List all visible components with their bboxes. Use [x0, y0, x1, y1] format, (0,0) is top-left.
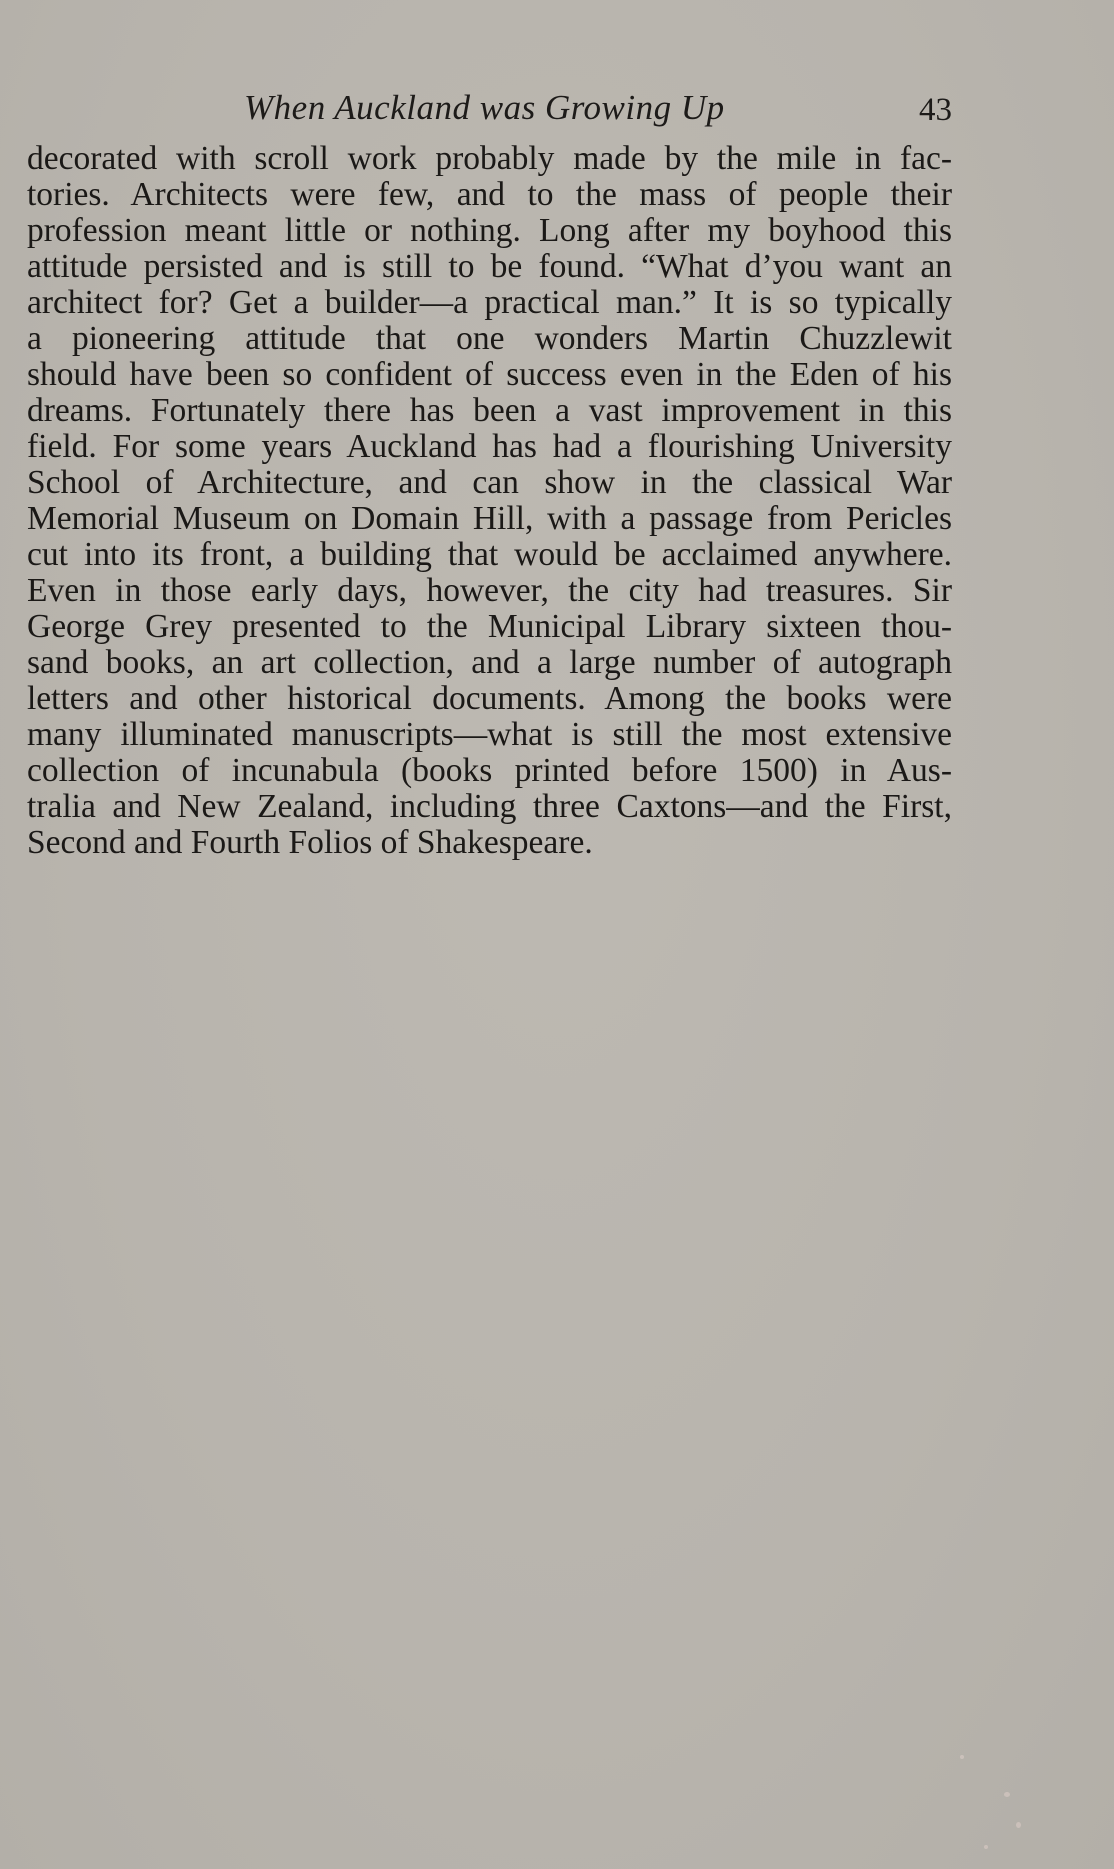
text-line: profession meant little or nothing. Long after my boyhood this: [27, 212, 952, 249]
body-paragraph: [27, 141, 952, 861]
running-head: [0, 88, 1114, 132]
text-line: attitude persisted and is still to be found. “What d’you want an: [27, 248, 952, 285]
running-title: When Auckland was Growing Up: [244, 88, 725, 127]
text-line: architect for? Get a builder—a practical man.” It is so typically: [27, 284, 952, 321]
text-line: should have been so confident of success even in the Eden of his: [27, 356, 952, 393]
page-number: 43: [919, 92, 952, 128]
text-line: School of Architecture, and can show in the classical War: [27, 464, 952, 501]
text-line: Second and Fourth Folios of Shakespeare.: [27, 824, 593, 861]
paper-speck: [960, 1755, 964, 1759]
paper-speck: [1016, 1822, 1021, 1828]
text-line: Even in those early days, however, the city had treasures. Sir: [27, 572, 952, 609]
text-line: decorated with scroll work probably made by the mile in fac-: [27, 140, 952, 177]
text-line: a pioneering attitude that one wonders Martin Chuzzlewit: [27, 320, 952, 357]
text-line: tralia and New Zealand, including three Caxtons—and the First,: [27, 788, 952, 825]
text-line: sand books, an art collection, and a large number of autograph: [27, 644, 952, 681]
text-line: cut into its front, a building that would be acclaimed anywhere.: [27, 536, 952, 573]
text-line: George Grey presented to the Municipal Library sixteen thou-: [27, 608, 952, 645]
text-line: dreams. Fortunately there has been a vast improvement in this: [27, 392, 952, 429]
text-line: tories. Architects were few, and to the mass of people their: [27, 176, 952, 213]
text-line: letters and other historical documents. Among the books were: [27, 680, 952, 717]
paper-speck: [984, 1845, 988, 1849]
text-line: Memorial Museum on Domain Hill, with a passage from Pericles: [27, 500, 952, 537]
text-line: many illuminated manuscripts—what is still the most extensive: [27, 716, 952, 753]
paper-speck: [1004, 1792, 1010, 1797]
text-line: collection of incunabula (books printed before 1500) in Aus-: [27, 752, 952, 789]
text-line: field. For some years Auckland has had a flourishing University: [27, 428, 952, 465]
